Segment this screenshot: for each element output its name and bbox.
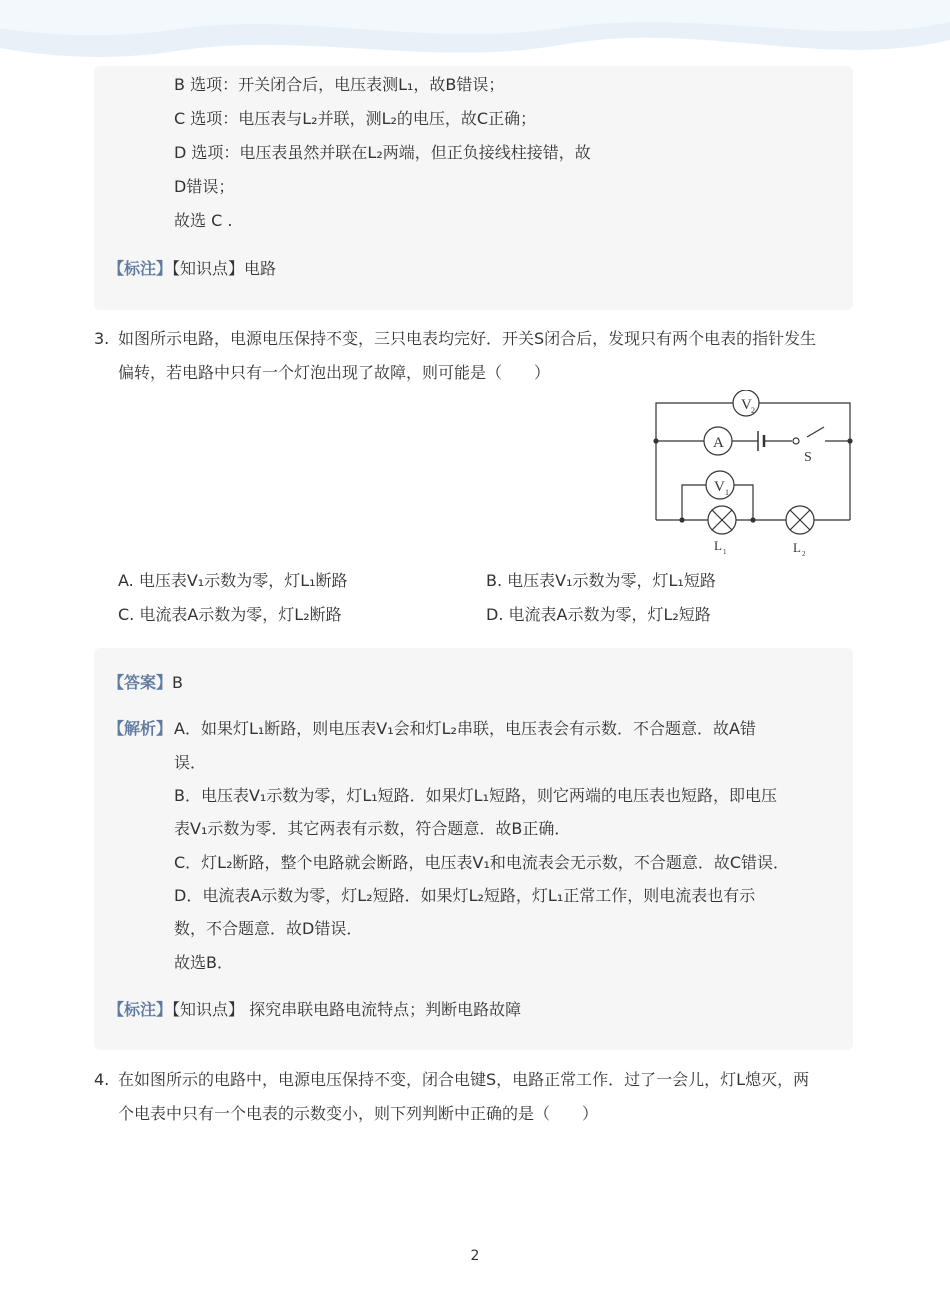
answer-value: B xyxy=(172,673,183,692)
option-b: B. 电压表V₁示数为零，灯L₁短路 xyxy=(486,571,716,590)
previous-solution-box xyxy=(94,66,853,310)
note-row xyxy=(108,999,521,1021)
note-tag: 【标注】 xyxy=(108,1000,173,1019)
switch-label: S xyxy=(804,450,812,465)
junction-dot xyxy=(750,517,755,522)
lamp-l1 xyxy=(708,506,736,534)
circuit-diagram xyxy=(646,390,858,562)
analysis-tag: 【解析】 xyxy=(108,719,173,738)
solution-line: 故选 C . xyxy=(174,211,233,230)
option-a: A. 电压表V₁示数为零，灯L₁断路 xyxy=(118,571,348,590)
page-number: 2 xyxy=(470,1248,480,1264)
v1-subscript: 1 xyxy=(725,488,729,497)
solution-line: D错误； xyxy=(174,177,235,196)
solution-line: D 选项：电压表虽然并联在L₂两端，但正负接线柱接错，故 xyxy=(174,143,591,162)
l2-subscript: 2 xyxy=(802,550,806,558)
analysis-line: 数，不合题意．故D错误． xyxy=(174,919,363,938)
header-wave-decoration xyxy=(0,0,950,70)
l1-subscript: 1 xyxy=(723,548,727,556)
lamp-l2 xyxy=(786,506,814,534)
option-d: D. 电流表A示数为零，灯L₂短路 xyxy=(486,605,711,624)
v2-label: V xyxy=(741,397,752,413)
analysis-line: D．电流表A示数为零，灯L₂短路．如果灯L₂短路，灯L₁正常工作，则电流表也有示 xyxy=(174,886,756,905)
note-tag: 【标注】 xyxy=(108,259,173,278)
junction-dot xyxy=(653,438,658,443)
analysis-line: A．如果灯L₁断路，则电压表V₁会和灯L₂串联，电压表会有示数．不合题意．故A错 xyxy=(174,719,756,738)
junction-dot xyxy=(847,438,852,443)
note-text: 【知识点】 探究串联电路电流特点；判断电路故障 xyxy=(172,1000,522,1019)
l1-label: L xyxy=(714,538,722,553)
question-3-stem-line2: 偏转，若电路中只有一个灯泡出现了故障，则可能是（ ） xyxy=(118,363,551,382)
solution-line: C 选项：电压表与L₂并联，测L₂的电压，故C正确； xyxy=(174,109,537,128)
solution-line: B 选项：开关闭合后，电压表测L₁，故B错误； xyxy=(174,75,505,94)
note-text: 【知识点】电路 xyxy=(172,259,277,278)
answer-row xyxy=(108,672,183,694)
v1-label: V xyxy=(714,479,725,495)
answer-analysis-box xyxy=(94,648,853,1050)
question-4-number: 4. xyxy=(94,1070,110,1089)
question-4-stem-line2: 个电表中只有一个电表的示数变小，则下列判断中正确的是（ ） xyxy=(118,1104,599,1123)
analysis-line: 误． xyxy=(174,753,207,772)
l2-label: L xyxy=(793,540,801,555)
answer-tag: 【答案】 xyxy=(108,673,173,692)
switch-contact xyxy=(793,438,799,444)
question-3-number: 3. xyxy=(94,329,110,348)
junction-dot xyxy=(679,517,684,522)
question-3-stem-line1: 如图所示电路，电源电压保持不变，三只电表均完好．开关S闭合后，发现只有两个电表的指针发生 xyxy=(118,329,817,348)
note-row xyxy=(108,258,276,280)
analysis-line: C．灯L₂断路，整个电路就会断路，电压表V₁和电流表会无示数，不合题意．故C错误． xyxy=(174,853,790,872)
analysis-line: 表V₁示数为零．其它两表有示数，符合题意．故B正确． xyxy=(174,819,571,838)
v2-subscript: 2 xyxy=(751,406,755,415)
question-4-stem-line1: 在如图所示的电路中，电源电压保持不变，闭合电键S，电路正常工作．过了一会儿，灯L熄灭，两 xyxy=(118,1070,810,1089)
analysis-line: B．电压表V₁示数为零，灯L₁短路．如果灯L₁短路，则它两端的电压表也短路，即电压 xyxy=(174,786,777,805)
ammeter-label: A xyxy=(713,435,724,451)
option-c: C. 电流表A示数为零，灯L₂断路 xyxy=(118,605,342,624)
analysis-line: 故选B． xyxy=(174,953,233,972)
